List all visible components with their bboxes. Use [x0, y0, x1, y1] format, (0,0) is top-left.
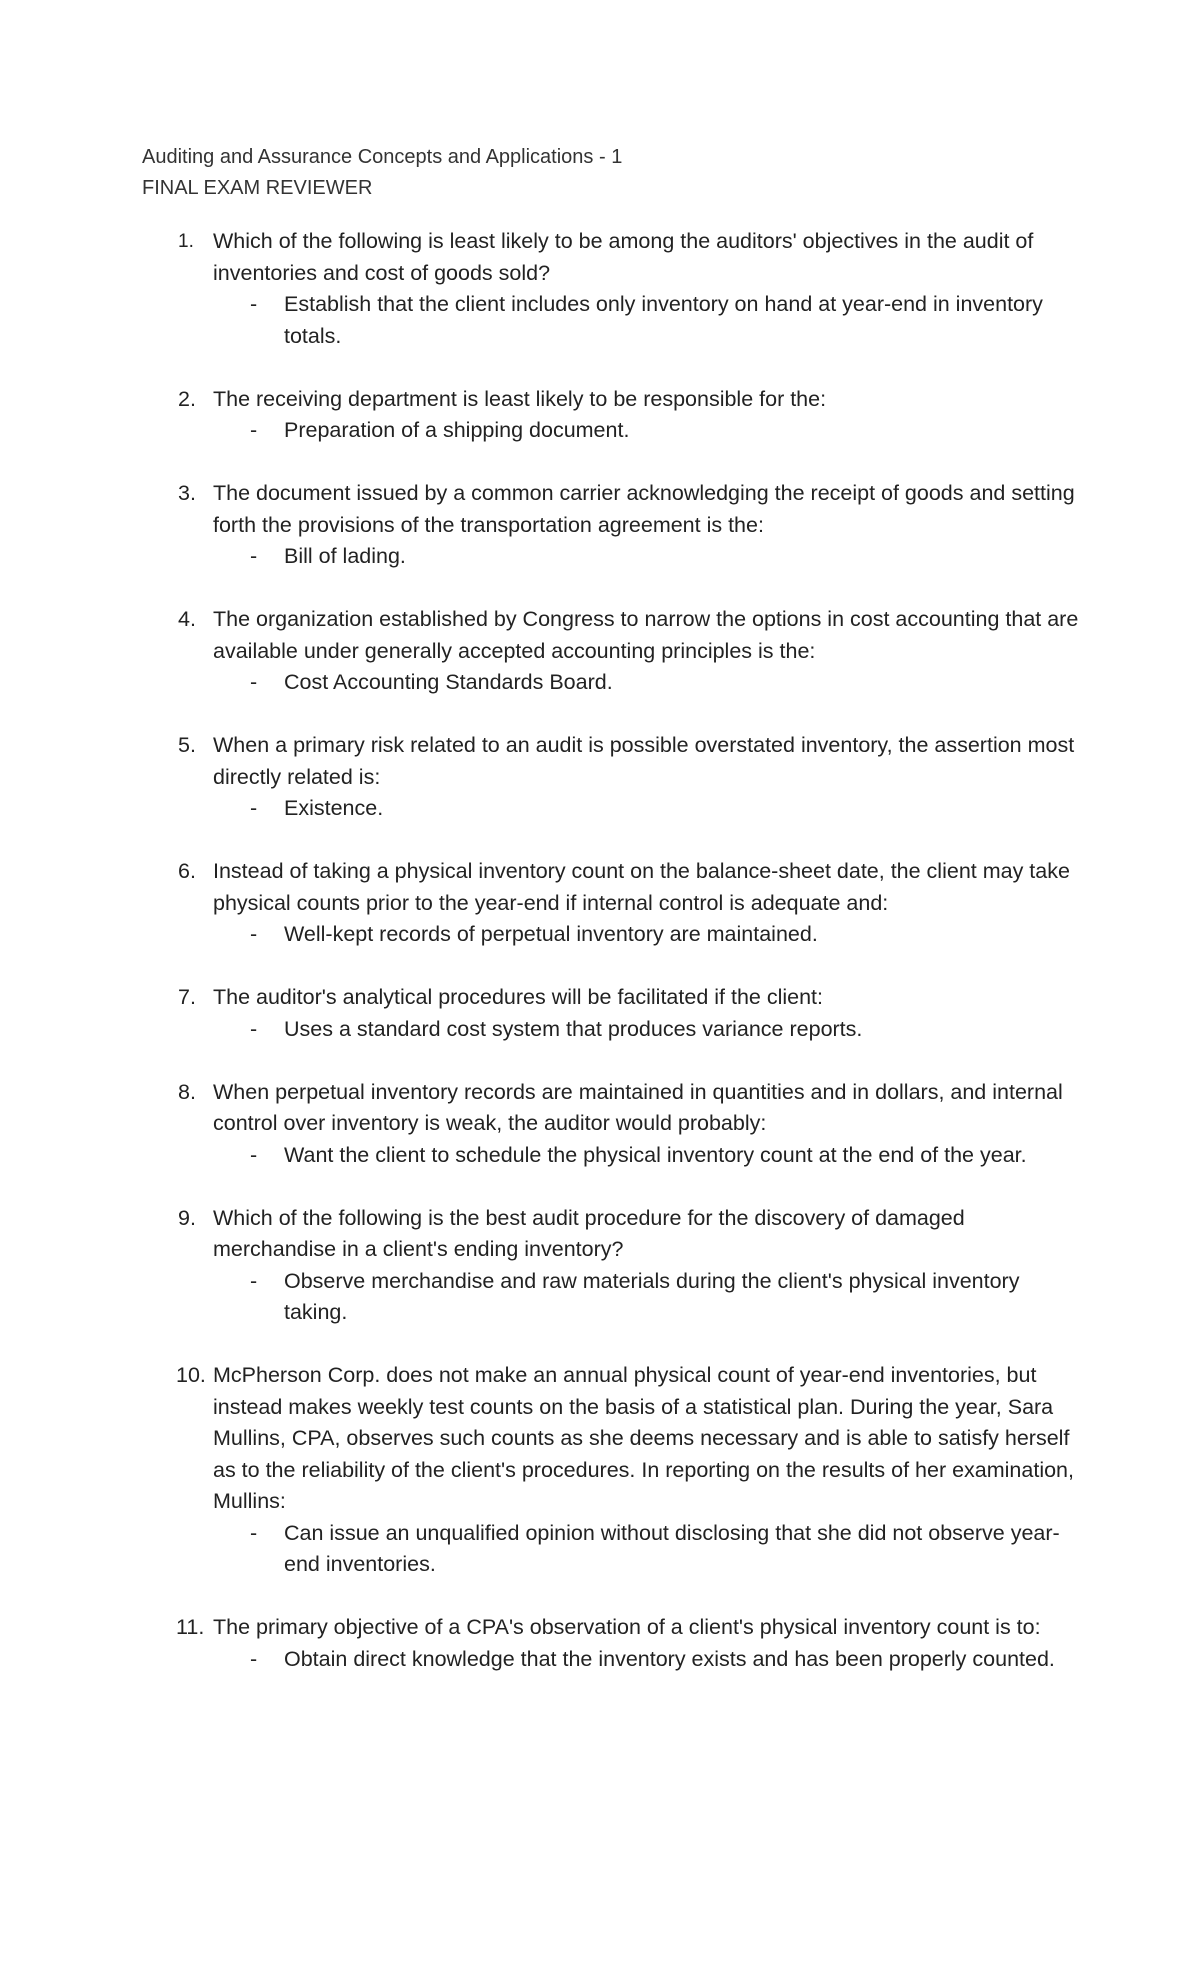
question-text: Which of the following is the best audit procedure for the discovery of damaged merchandise in a client's ending inventory? [213, 1205, 965, 1261]
answer-marker: - [250, 1142, 258, 1167]
question-item [142, 982, 1082, 1045]
question-number: 2. [178, 386, 196, 411]
question-text: Which of the following is least likely to be among the auditors' objectives in the audit of inventories and cost of goods sold? [213, 229, 1034, 285]
question-list [142, 226, 1082, 1707]
answer-item [213, 1140, 1082, 1172]
answer-item [213, 415, 1082, 447]
question-number: 10. [176, 1363, 206, 1387]
question-number: 3. [178, 481, 196, 505]
question-number: 11. [176, 1615, 205, 1639]
answer-marker: - [250, 670, 258, 694]
answer-marker: - [250, 418, 258, 442]
question-item [142, 730, 1082, 825]
question-text: When a primary risk related to an audit is possible overstated inventory, the assertion most directly related is: [213, 733, 1075, 789]
answer-text: Preparation of a shipping document. [284, 418, 630, 442]
question-number: 8. [178, 1079, 196, 1104]
answer-marker: - [250, 544, 258, 568]
question-number: 1. [178, 231, 194, 252]
answer-text: Well-kept records of perpetual inventory are maintained. [284, 922, 818, 946]
question-number: 7. [178, 985, 196, 1009]
answer-text: Want the client to schedule the physical inventory count at the end of the year. [284, 1142, 1027, 1167]
question-number: 5. [178, 733, 196, 757]
question-number: 4. [178, 607, 196, 631]
answer-marker: - [250, 1016, 258, 1041]
document-subtitle: FINAL EXAM REVIEWER [142, 177, 373, 199]
answer-marker: - [250, 292, 258, 316]
answer-text: Existence. [284, 796, 384, 820]
question-text: When perpetual inventory records are maintained in quantities and in dollars, and internal control over inventory is weak, the auditor would probably: [213, 1079, 1063, 1135]
question-item [142, 384, 1082, 447]
question-item [142, 478, 1082, 573]
answer-text: Obtain direct knowledge that the inventory exists and has been properly counted. [284, 1646, 1055, 1671]
answer-item [213, 541, 1082, 573]
question-item [142, 1203, 1082, 1329]
question-text: The organization established by Congress to narrow the options in cost accounting that are available under generally accepted accounting principles is the: [213, 607, 1079, 663]
answer-marker: - [250, 1268, 258, 1293]
question-item [142, 1612, 1082, 1675]
question-text: The receiving department is least likely to be responsible for the: [213, 386, 827, 411]
answer-text: Can issue an unqualified opinion without disclosing that she did not observe year-end inventories. [284, 1520, 1060, 1576]
answer-item [213, 1014, 1082, 1046]
question-item [142, 1360, 1082, 1581]
document-title: Auditing and Assurance Concepts and Applications - 1 [142, 146, 623, 168]
answer-marker: - [250, 1646, 258, 1671]
question-number: 9. [178, 1205, 196, 1230]
question-text: The auditor's analytical procedures will be facilitated if the client: [213, 985, 823, 1009]
answer-text: Cost Accounting Standards Board. [284, 670, 613, 694]
answer-item [213, 289, 1082, 352]
question-text: The primary objective of a CPA's observation of a client's physical inventory count is to: [213, 1615, 1041, 1639]
answer-item [213, 1518, 1082, 1581]
question-item [142, 856, 1082, 951]
question-item [142, 226, 1082, 352]
document-header [142, 142, 622, 204]
answer-marker: - [250, 1520, 258, 1545]
answer-marker: - [250, 796, 258, 820]
question-item [142, 1077, 1082, 1172]
question-text: Instead of taking a physical inventory count on the balance-sheet date, the client may take physical counts prior to the year-end if internal control is adequate and: [213, 859, 1070, 915]
question-text: McPherson Corp. does not make an annual physical count of year-end inventories, but instead makes weekly test counts on the basis of a statistical plan. During the year, Sara Mullins, CPA, observes such counts as she deems necessary and is able to satisfy herself as to the reliability of the client's procedures. In reporting on the results of her examination, Mullins: [213, 1363, 1074, 1513]
answer-item [213, 667, 1082, 699]
question-number: 6. [178, 859, 196, 883]
answer-text: Uses a standard cost system that produces variance reports. [284, 1016, 863, 1041]
answer-item [213, 793, 1082, 825]
answer-item [213, 1266, 1082, 1329]
answer-text: Observe merchandise and raw materials during the client's physical inventory taking. [284, 1268, 1020, 1324]
answer-item [213, 1644, 1082, 1676]
answer-marker: - [250, 922, 258, 946]
answer-text: Establish that the client includes only inventory on hand at year-end in inventory totals. [284, 292, 1043, 348]
question-text: The document issued by a common carrier acknowledging the receipt of goods and setting forth the provisions of the transportation agreement is the: [213, 481, 1075, 537]
answer-text: Bill of lading. [284, 544, 406, 568]
answer-item [213, 919, 1082, 951]
question-item [142, 604, 1082, 699]
